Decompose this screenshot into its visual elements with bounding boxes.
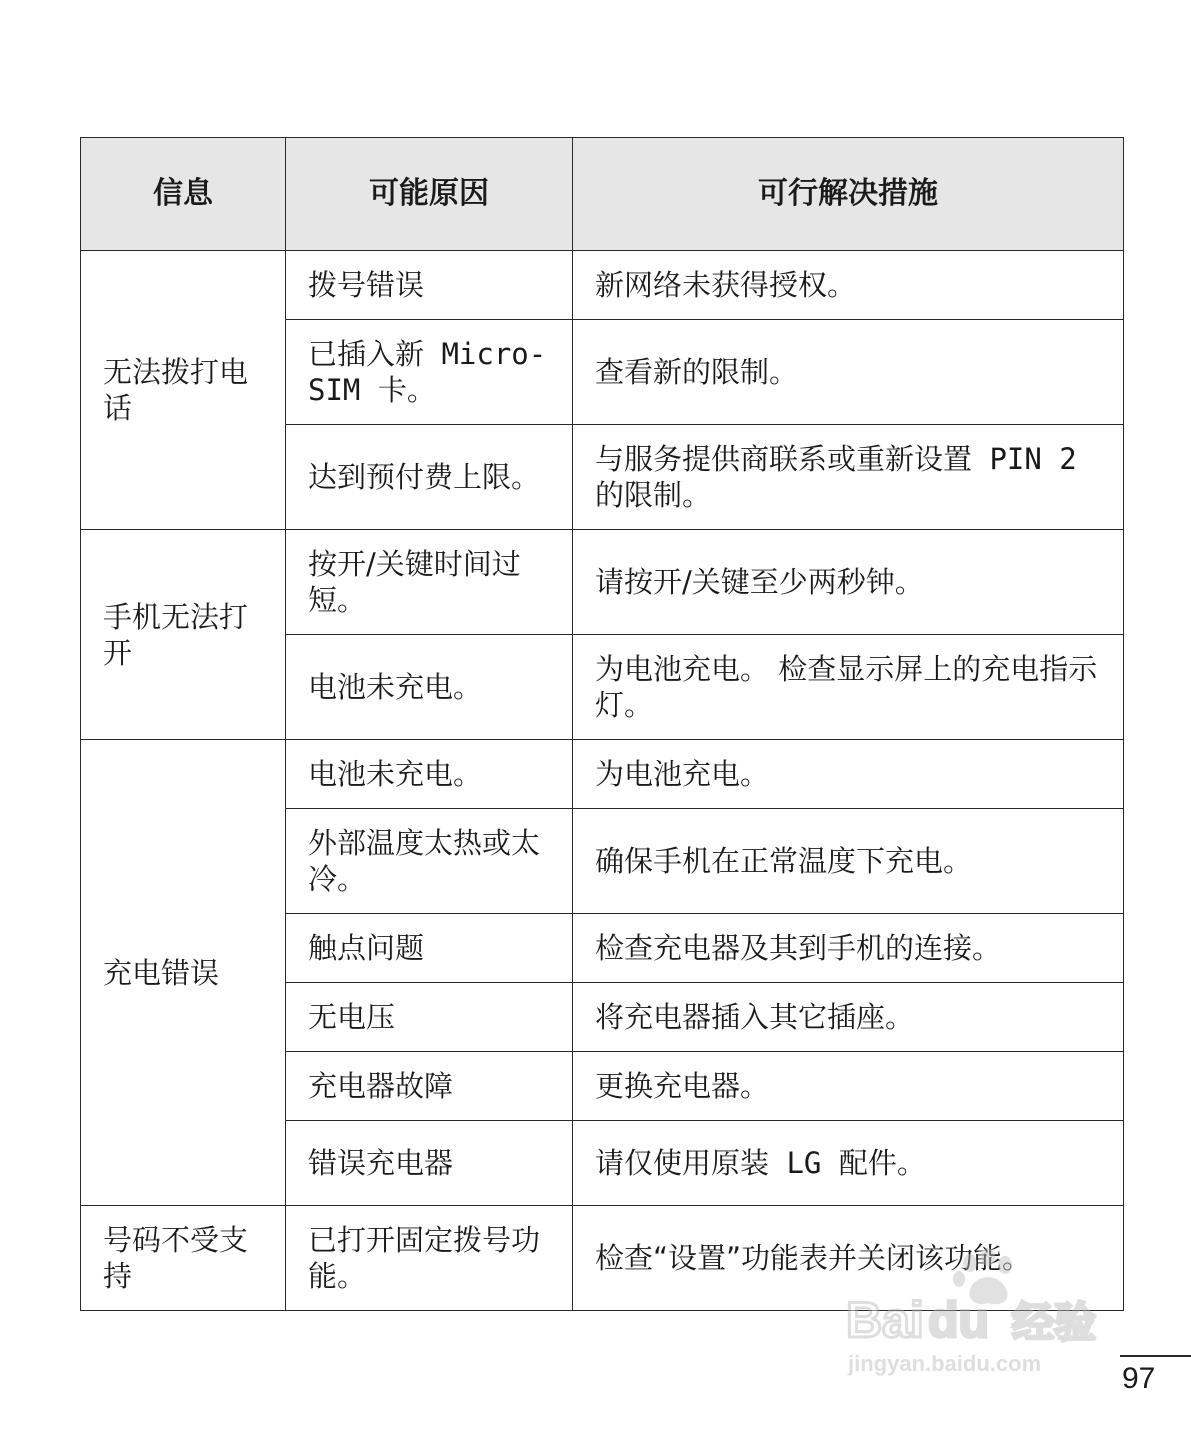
cause-cell: 外部温度太热或太冷。 — [286, 809, 573, 914]
troubleshooting-table — [80, 137, 1124, 1311]
table-row — [81, 1206, 1124, 1311]
cause-cell: 已插入新 Micro-SIM 卡。 — [286, 320, 573, 425]
solution-cell: 检查充电器及其到手机的连接。 — [573, 914, 1124, 983]
cause-cell: 拨号错误 — [286, 251, 573, 320]
message-cell: 充电错误 — [81, 740, 286, 1206]
svg-text:du: du — [928, 1292, 990, 1348]
message-cell: 无法拨打电话 — [81, 251, 286, 530]
solution-cell: 确保手机在正常温度下充电。 — [573, 809, 1124, 914]
cause-cell: 错误充电器 — [286, 1121, 573, 1206]
table-row — [81, 530, 1124, 635]
solution-cell: 为电池充电。 — [573, 740, 1124, 809]
svg-text:经验: 经验 — [1012, 1299, 1097, 1346]
solution-cell: 将充电器插入其它插座。 — [573, 983, 1124, 1052]
solution-cell: 请按开/关键至少两秒钟。 — [573, 530, 1124, 635]
cause-cell: 触点问题 — [286, 914, 573, 983]
table-row — [81, 740, 1124, 809]
page-number-rule — [1120, 1355, 1191, 1357]
message-cell: 手机无法打开 — [81, 530, 286, 740]
message-cell: 号码不受支持 — [81, 1206, 286, 1311]
cause-cell: 已打开固定拨号功能。 — [286, 1206, 573, 1311]
svg-text:Bai: Bai — [846, 1292, 924, 1348]
solution-cell: 新网络未获得授权。 — [573, 251, 1124, 320]
header-solution: 可行解决措施 — [573, 138, 1124, 251]
cause-cell: 达到预付费上限。 — [286, 425, 573, 530]
solution-cell: 请仅使用原装 LG 配件。 — [573, 1121, 1124, 1206]
page-number: 97 — [1122, 1362, 1156, 1395]
solution-cell: 与服务提供商联系或重新设置 PIN 2 的限制。 — [573, 425, 1124, 530]
solution-cell: 为电池充电。 检查显示屏上的充电指示灯。 — [573, 635, 1124, 740]
cause-cell: 电池未充电。 — [286, 740, 573, 809]
cause-cell: 按开/关键时间过短。 — [286, 530, 573, 635]
header-cause: 可能原因 — [286, 138, 573, 251]
cause-cell: 电池未充电。 — [286, 635, 573, 740]
solution-cell: 更换充电器。 — [573, 1052, 1124, 1121]
svg-text:jingyan.baidu.com: jingyan.baidu.com — [848, 1351, 1042, 1376]
header-message: 信息 — [81, 138, 286, 251]
cause-cell: 充电器故障 — [286, 1052, 573, 1121]
table-row — [81, 251, 1124, 320]
cause-cell: 无电压 — [286, 983, 573, 1052]
solution-cell: 检查“设置”功能表并关闭该功能。 — [573, 1206, 1124, 1311]
table-header-row — [81, 138, 1124, 251]
solution-cell: 查看新的限制。 — [573, 320, 1124, 425]
